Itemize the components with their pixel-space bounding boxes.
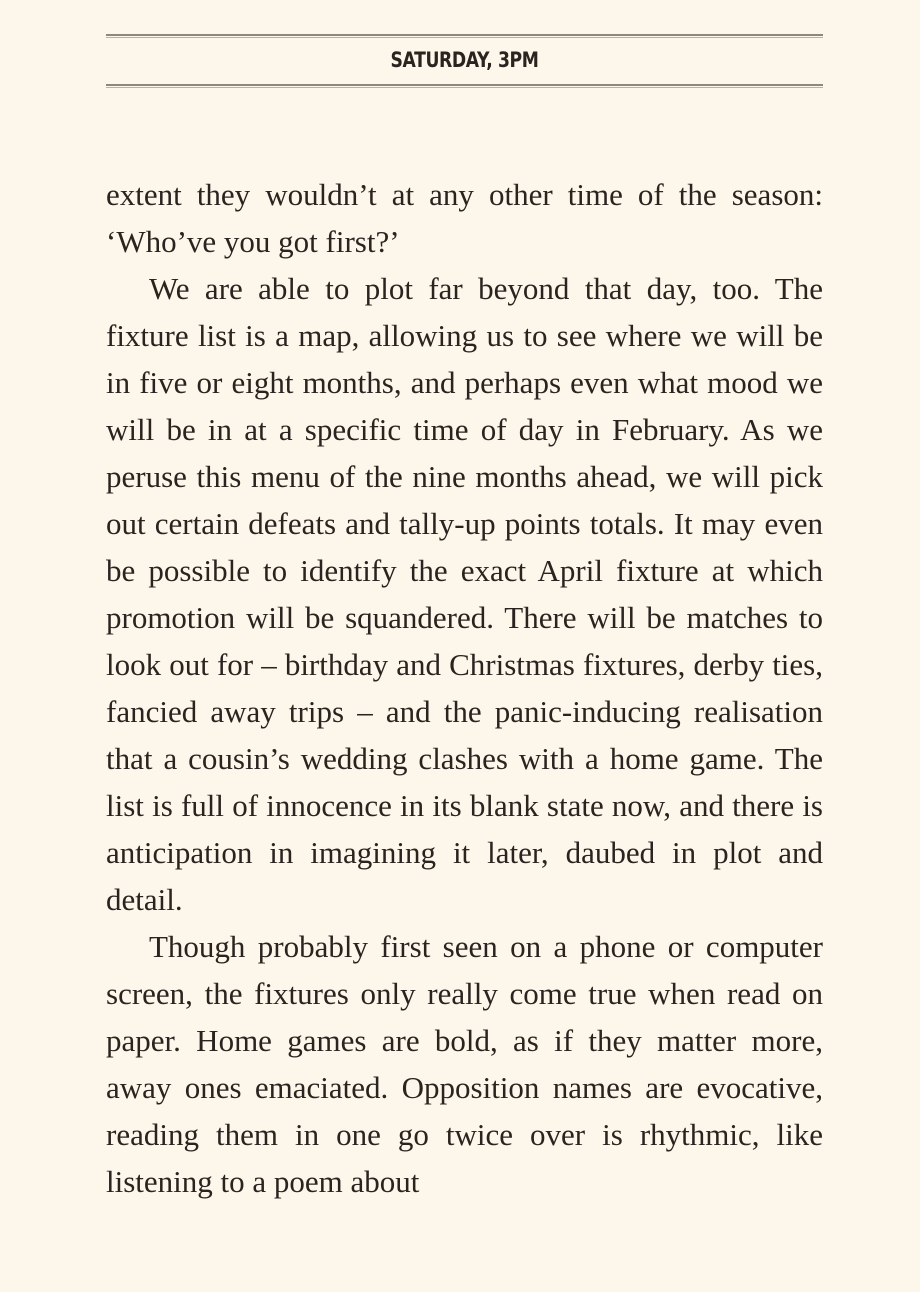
running-head: SATURDAY, 3PM [390,48,539,72]
paragraph-continued: extent they wouldn’t at any other time of the season: ‘Who’ve you got first?’ [106,177,823,259]
body-text [106,171,823,1205]
paragraph-paper-fixtures: Though probably first seen on a phone or computer screen, the fixtures only really come true when read on paper. Home games are bold, as if they matter more, away ones emaciated. Opposition names are evocative, reading them in one go twice over is rhythmic, like listening to a poem about [106,929,823,1199]
page-header [106,34,823,88]
header-top-rule [106,34,823,36]
header-bottom-rule [106,84,823,86]
paragraph-fixture-list: We are able to plot far beyond that day, too. The fixture list is a map, allowing us to see where we will be in five or eight months, and perhaps even what mood we will be in at a specific time of day in February. As we peruse this menu of the nine months ahead, we will pick out certain defeats and tally-up points totals. It may even be possible to identify the exact April fixture at which promotion will be squandered. There will be matches to look out for – birthday and Christmas fixtures, derby ties, fancied away trips – and the panic-inducing realisation that a cousin’s wedding clashes with a home game. The list is full of innocence in its blank state now, and there is anticipation in imagining it later, daubed in plot and detail. [106,271,823,917]
